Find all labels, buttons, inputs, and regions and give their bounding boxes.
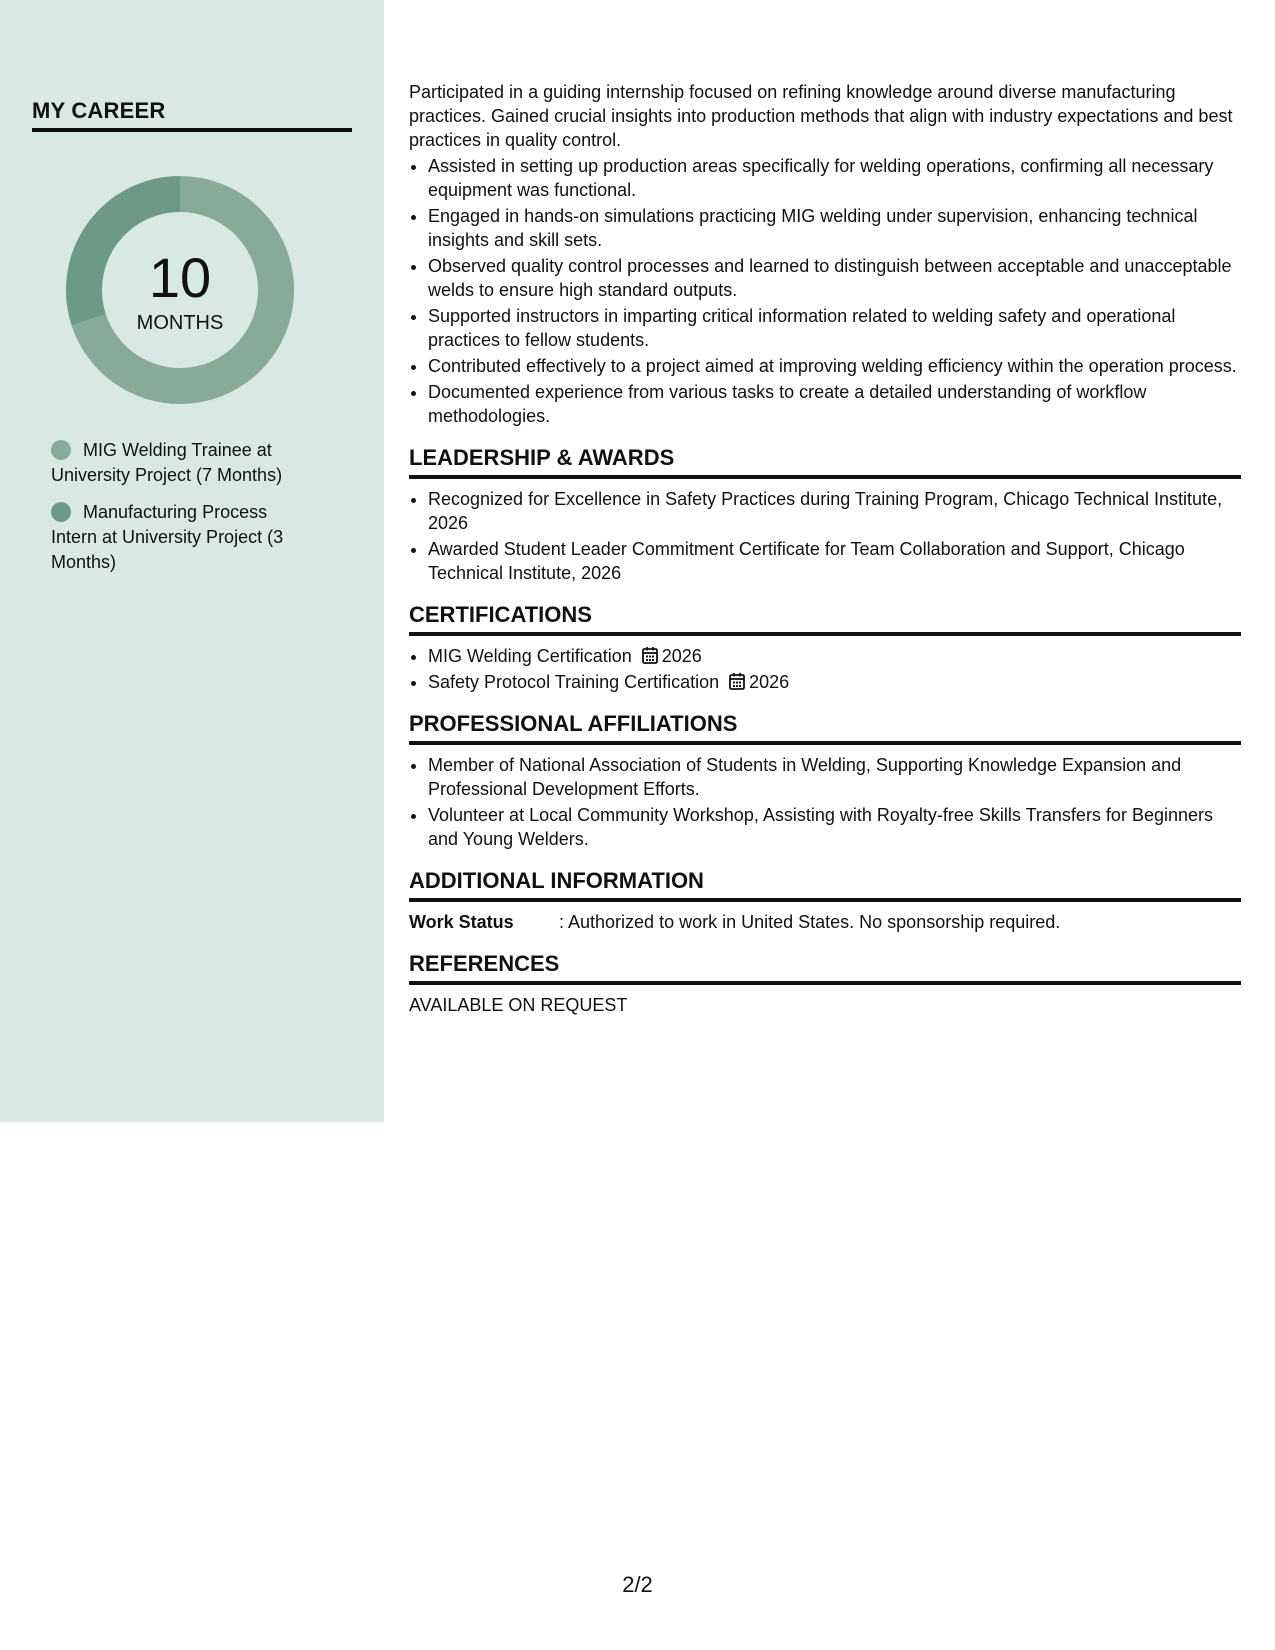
legend-label: MIG Welding Trainee at University Project (7 Months) — [51, 440, 283, 485]
list-item: • Supported instructors in imparting critical information related to welding safety and operational practices to fellow students. — [428, 304, 1241, 352]
references-text: AVAILABLE ON REQUEST — [409, 995, 628, 1015]
list-item — [428, 670, 1241, 694]
list-item: • Engaged in hands-on simulations practicing MIG welding under supervision, enhancing technical insights and skill sets. — [428, 204, 1241, 252]
list-item: • Contributed effectively to a project aimed at improving welding efficiency within the operation process. — [428, 354, 1241, 378]
affiliations-list — [409, 753, 1241, 851]
list-item: • Recognized for Excellence in Safety Practices during Training Program, Chicago Technical Institute, 2026 — [428, 487, 1241, 535]
legend-dot-icon — [51, 502, 71, 522]
list-item: • Documented experience from various tasks to create a detailed understanding of workflow methodologies. — [428, 380, 1241, 428]
work-status-label: Work Status — [409, 912, 514, 932]
references-heading: REFERENCES — [409, 950, 1241, 985]
legend-label: Manufacturing Process Intern at University Project (3 Months) — [51, 502, 284, 572]
certification-year: 2026 — [661, 646, 702, 666]
list-item: • Observed quality control processes and learned to distinguish between acceptable and unacceptable welds to ensure high standard outputs. — [428, 254, 1241, 302]
certification-name: MIG Welding Certification — [428, 646, 632, 666]
work-status-row — [409, 910, 1241, 934]
donut-total-unit: MONTHS — [136, 312, 224, 334]
legend-item — [51, 500, 311, 575]
affiliations-heading: PROFESSIONAL AFFILIATIONS — [409, 710, 1241, 745]
leadership-list — [409, 487, 1241, 585]
leadership-heading: LEADERSHIP & AWARDS — [409, 444, 1241, 479]
certification-name: Safety Protocol Training Certification — [428, 672, 720, 692]
certification-year: 2026 — [749, 672, 790, 692]
legend-dot-icon — [51, 440, 71, 460]
experience-list — [409, 154, 1241, 428]
career-heading: MY CAREER — [32, 98, 352, 132]
career-legend — [51, 438, 311, 587]
career-donut-chart — [66, 176, 294, 404]
certifications-list — [409, 644, 1241, 694]
calendar-icon — [642, 646, 658, 664]
legend-item — [51, 438, 311, 488]
certifications-heading: CERTIFICATIONS — [409, 601, 1241, 636]
list-item: • Assisted in setting up production areas specifically for welding operations, confirming all necessary equipment was functional. — [428, 154, 1241, 202]
list-item: • Volunteer at Local Community Workshop, Assisting with Royalty-free Skills Transfers for Beginners and Young Welders. — [428, 803, 1241, 851]
list-item: • Awarded Student Leader Commitment Certificate for Team Collaboration and Support, Chicago Technical Institute, 2026 — [428, 537, 1241, 585]
donut-total-number: 10 — [148, 246, 212, 309]
main-content — [409, 80, 1241, 1017]
additional-info-heading: ADDITIONAL INFORMATION — [409, 867, 1241, 902]
calendar-icon — [729, 672, 745, 690]
page-number: 2/2 — [622, 1572, 653, 1597]
experience-summary: Participated in a guiding internship focused on refining knowledge around diverse manufacturing practices. Gained crucial insights into production methods that align with industry expectations and best practices in quality control. — [409, 82, 1233, 150]
work-status-value: : Authorized to work in United States. No sponsorship required. — [559, 912, 1061, 932]
list-item — [428, 644, 1241, 668]
list-item: • Member of National Association of Students in Welding, Supporting Knowledge Expansion and Professional Development Efforts. — [428, 753, 1241, 801]
sidebar — [0, 0, 384, 1122]
